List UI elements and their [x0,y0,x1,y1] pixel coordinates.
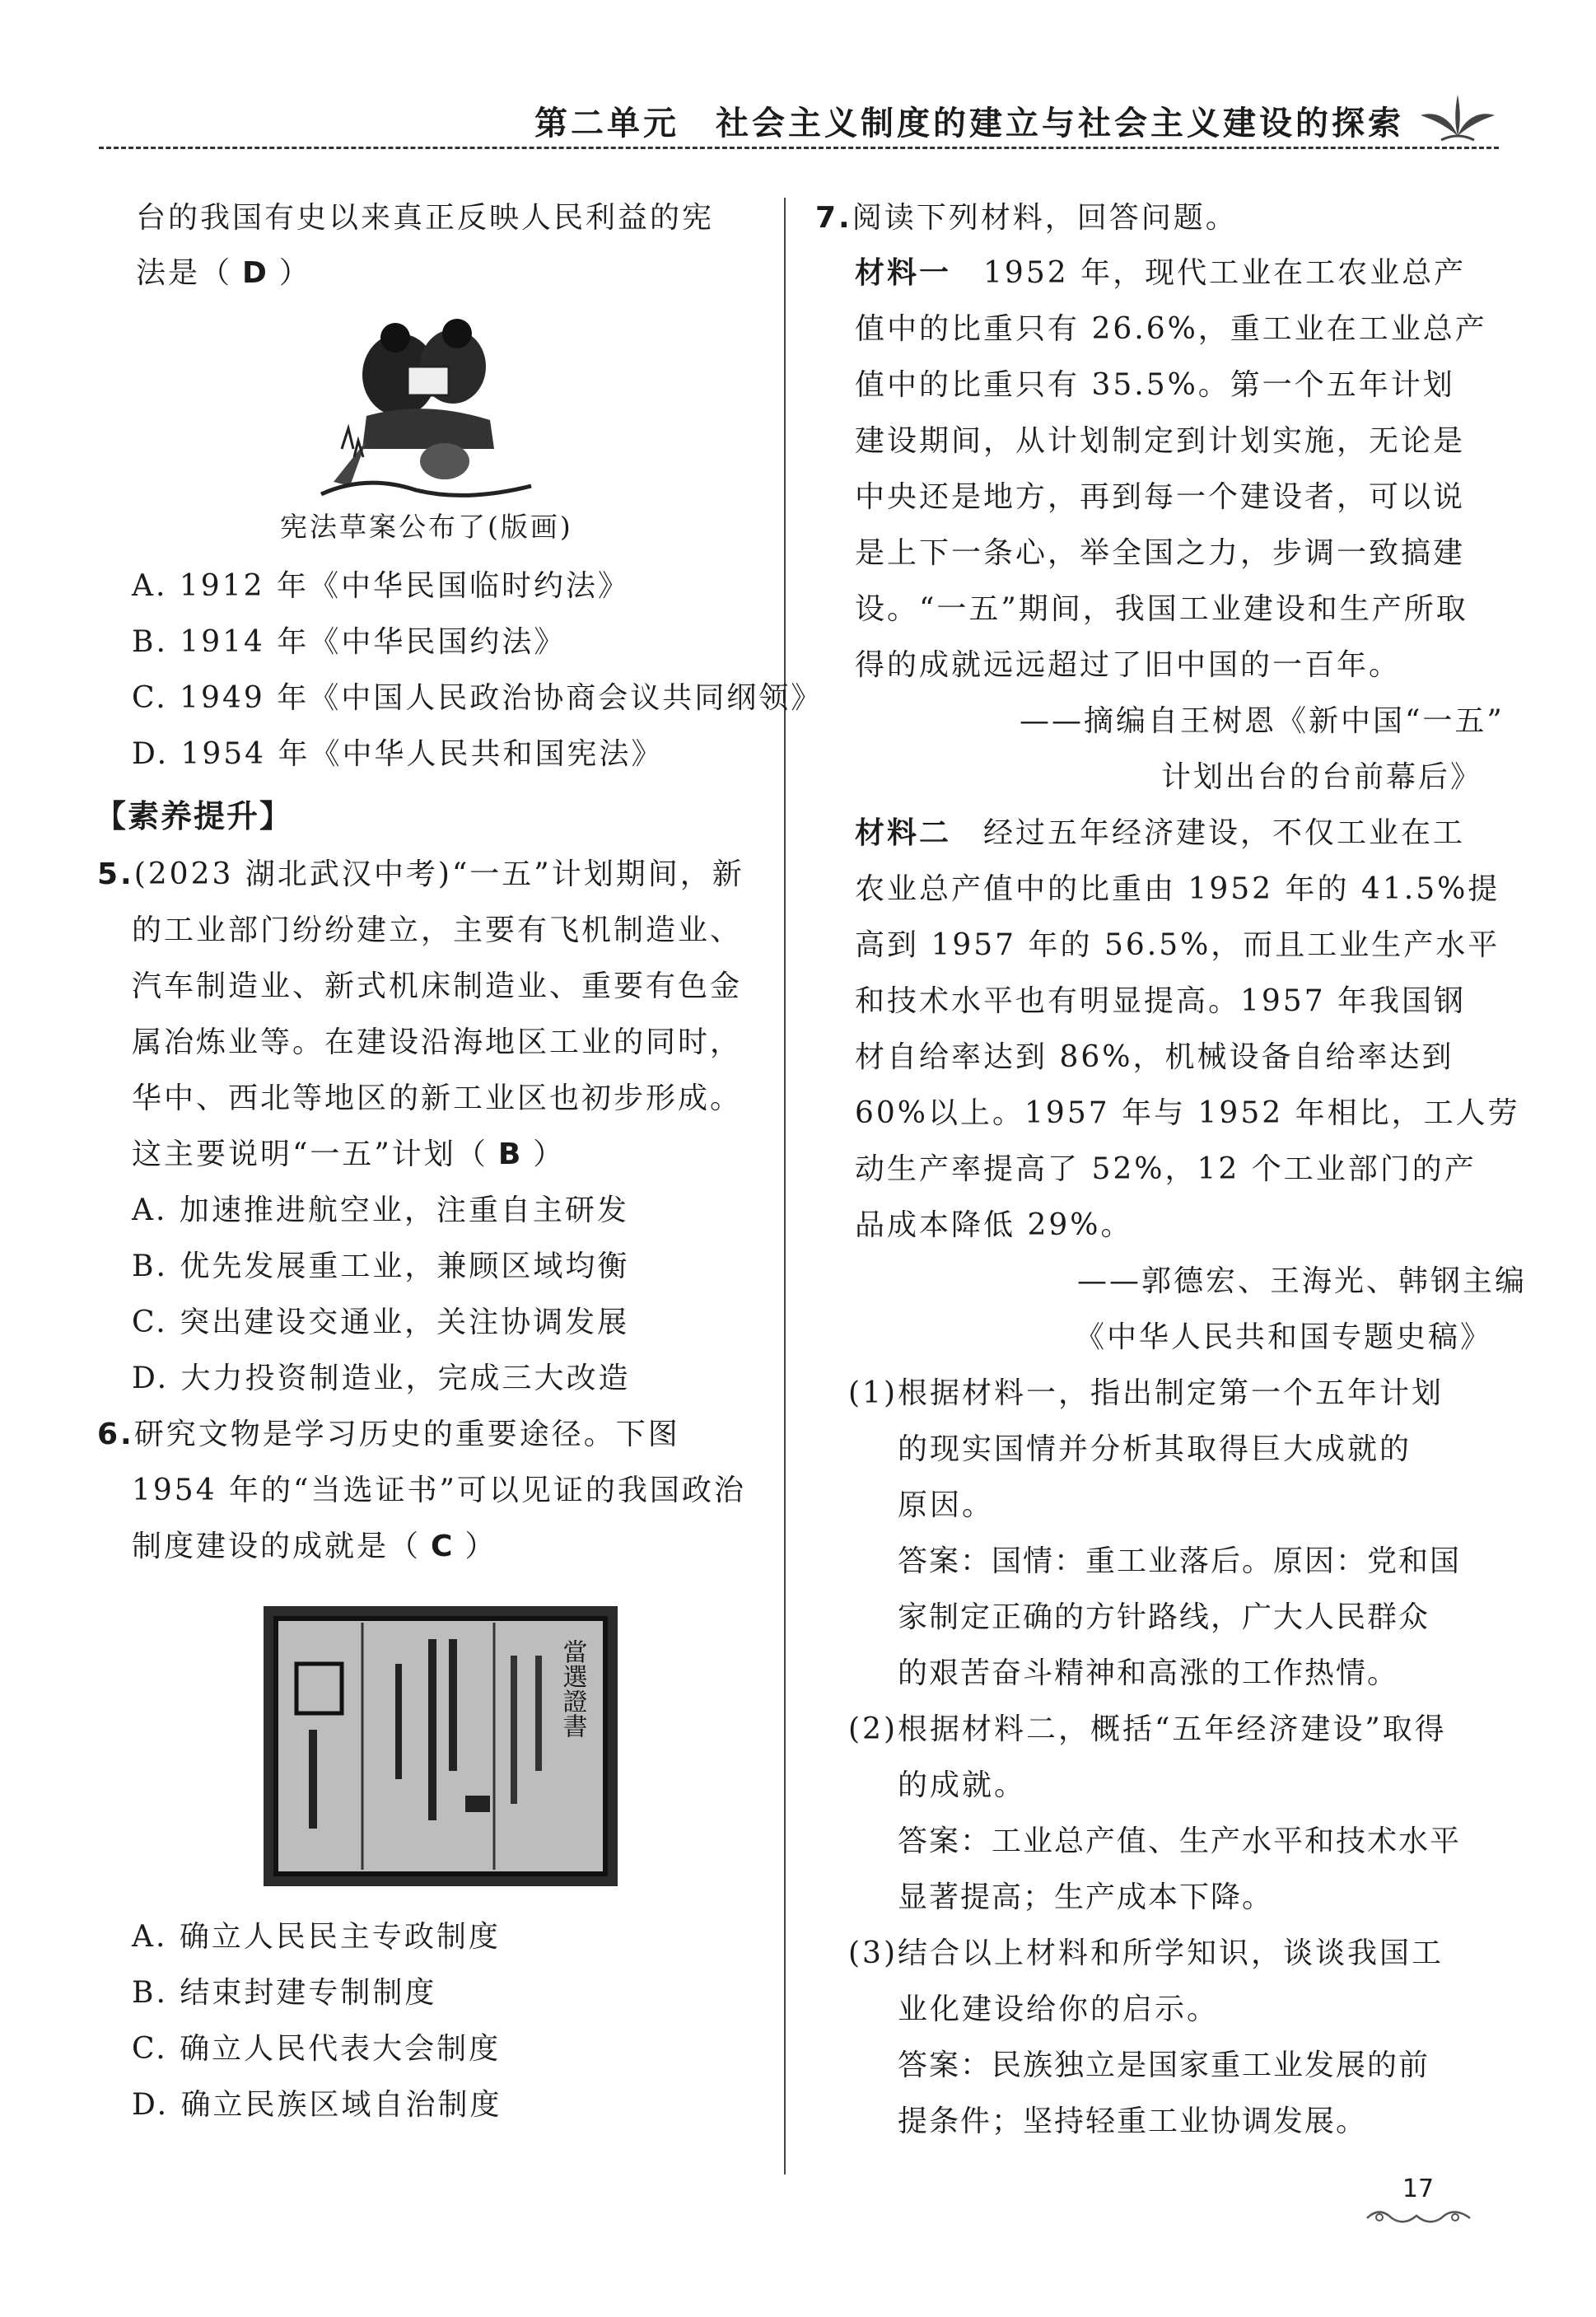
q5-line-4: 属冶炼业等。在建设沿海地区工业的同时， [132,1025,743,1059]
q5-line-2: 的工业部门纷纷建立，主要有飞机制造业、 [132,913,743,947]
material1-text-1: 1952 年，现代工业在工农业总产 [951,256,1467,290]
q7-sub2-line-2: 的成就。 [898,1768,1027,1802]
q7-sub3-line-2: 业化建设给你的启示。 [898,1992,1220,2026]
page-number: 17 [1402,2175,1435,2203]
section-heading-literacy: 【素养提升】 [95,798,293,834]
q5-option-c: C. 突出建设交通业，关注协调发展 [132,1306,630,1339]
q5-option-d: D. 大力投资制造业，完成三大改造 [132,1362,631,1395]
material2-text-1: 经过五年经济建设，不仅工业在工 [951,816,1466,850]
q7-stem-line [815,200,1238,236]
q7-sub3-line-1: (3)结合以上材料和所学知识，谈谈我国工 [848,1936,1444,1970]
q7-sub3-answer-2: 提条件；坚持轻重工业协调发展。 [898,2104,1368,2138]
q7-sub1-answer-2: 家制定正确的方针路线，广大人民群众 [898,1600,1430,1634]
q6-option-a: A. 确立人民民主专政制度 [132,1920,501,1954]
q6-line-1 [97,1417,680,1453]
q6-option-d: D. 确立民族区域自治制度 [132,2088,502,2122]
q4-option-d: D. 1954 年《中华人民共和国宪法》 [132,737,664,771]
q7-sub3-answer-1: 答案：民族独立是国家重工业发展的前 [898,2048,1430,2082]
q7-sub2-answer-2: 显著提高；生产成本下降。 [898,1880,1274,1914]
material1-line-3: 值中的比重只有 35.5%。第一个五年计划 [855,368,1455,402]
material1-line-6: 是上下一条心，举全国之力，步调一致搞建 [855,536,1466,570]
q4-option-a: A. 1912 年《中华民国临时约法》 [132,569,630,603]
q7-sub2-answer-1: 答案：工业总产值、生产水平和技术水平 [898,1824,1462,1858]
material1-source-2: 计划出台的台前幕后》 [1161,760,1483,794]
q4-stem-prefix: 法是（ [136,256,233,290]
material1-line-8: 得的成就远远超过了旧中国的一百年。 [855,648,1402,682]
q7-sub1-line-2: 的现实国情并分析其取得巨大成就的 [898,1432,1412,1466]
q6-stem-suffix: ） [464,1530,497,1563]
q4-stem-line: 台的我国有史以来真正反映人民利益的宪 [136,201,715,235]
page-header [99,97,1499,155]
q7-sub1-answer-3: 的艰苦奋斗精神和高涨的工作热情。 [898,1656,1399,1690]
q6-line-2: 1954 年的“当选证书”可以见证的我国政治 [132,1474,746,1507]
unit-title: 第二单元 社会主义制度的建立与社会主义建设的探索 [534,104,1404,142]
q7-sub1-answer-1: 答案：国情：重工业落后。原因：党和国 [898,1544,1462,1578]
column-divider [784,198,786,2175]
q5-option-a: A. 加速推进航空业，注重自主研发 [132,1194,629,1227]
q6-option-b: B. 结束封建专制制度 [132,1976,437,2010]
q7-sub1-line-3: 原因。 [898,1488,995,1522]
q7-number: 7. [815,201,852,235]
material1-label: 材料一 [855,256,952,290]
q5-text-1: (2023 湖北武汉中考)“一五”计划期间，新 [133,857,744,891]
header-divider [99,147,1499,149]
certificate-title: 當選證書 [558,1639,587,1738]
material1-line-5: 中央还是地方，再到每一个建设者，可以说 [855,480,1466,514]
material1-line-1 [855,255,1466,292]
woodcut-caption: 宪法草案公布了(版画) [280,511,573,543]
q6-number: 6. [97,1418,134,1451]
material1-line-2: 值中的比重只有 26.6%，重工业在工业总产 [855,312,1487,346]
material2-line-1 [855,815,1465,852]
material2-line-4: 和技术水平也有明显提高。1957 年我国钢 [855,984,1467,1018]
q4-stem-suffix: ） [278,256,311,290]
material2-line-8: 品成本降低 29%。 [855,1208,1133,1242]
q7-sub2-line-1: (2)根据材料二，概括“五年经济建设”取得 [848,1712,1447,1746]
q4-option-c: C. 1949 年《中国人民政治协商会议共同纲领》 [132,681,824,715]
q5-answer: B [497,1137,524,1171]
material2-line-2: 农业总产值中的比重由 1952 年的 41.5%提 [855,872,1500,906]
material2-source-2: 《中华人民共和国专题史稿》 [1075,1320,1493,1354]
q5-number: 5. [97,857,134,891]
q7-sub1-line-1: (1)根据材料一，指出制定第一个五年计划 [848,1376,1444,1410]
material2-line-6: 60%以上。1957 年与 1952 年相比，工人劳 [855,1096,1520,1130]
q5-line-5: 华中、西北等地区的新工业区也初步形成。 [132,1081,743,1115]
material1-source-1: ——摘编自王树恩《新中国“一五” [1020,704,1505,738]
material2-line-5: 材自给率达到 86%，机械设备自给率达到 [855,1040,1454,1074]
q7-stem: 阅读下列材料，回答问题。 [852,201,1238,235]
material2-line-7: 动生产率提高了 52%，12 个工业部门的产 [855,1152,1477,1186]
q6-answer-line [132,1529,497,1565]
woodcut-print-image [317,317,539,502]
election-certificate-image [264,1606,618,1886]
footer-swirl-icon [1363,2206,1474,2226]
q4-answer: D [242,256,269,290]
material2-line-3: 高到 1957 年的 56.5%，而且工业生产水平 [855,928,1500,962]
q5-stem-suffix: ） [533,1137,566,1171]
material2-source-1: ——郭德宏、王海光、韩钢主编 [1077,1264,1528,1298]
q5-option-b: B. 优先发展重工业，兼顾区域均衡 [132,1250,630,1283]
q6-text-1: 研究文物是学习历史的重要途径。下图 [133,1418,680,1451]
q6-option-c: C. 确立人民代表大会制度 [132,2032,502,2066]
q6-stem-prefix: 制度建设的成就是（ [132,1530,422,1563]
q4-option-b: B. 1914 年《中华民国约法》 [132,625,567,659]
leaf-ornament-icon [1416,91,1499,148]
material2-label: 材料二 [855,816,952,850]
material1-line-7: 设。“一五”期间，我国工业建设和生产所取 [855,592,1468,626]
q4-stem-answer-line [136,255,311,292]
material1-line-4: 建设期间，从计划制定到计划实施，无论是 [855,424,1466,458]
q5-answer-line [132,1137,565,1173]
q5-line-3: 汽车制造业、新式机床制造业、重要有色金 [132,969,743,1003]
q6-answer: C [431,1530,455,1563]
q5-stem-prefix: 这主要说明“一五”计划（ [132,1137,488,1171]
q5-line-1 [97,857,744,893]
